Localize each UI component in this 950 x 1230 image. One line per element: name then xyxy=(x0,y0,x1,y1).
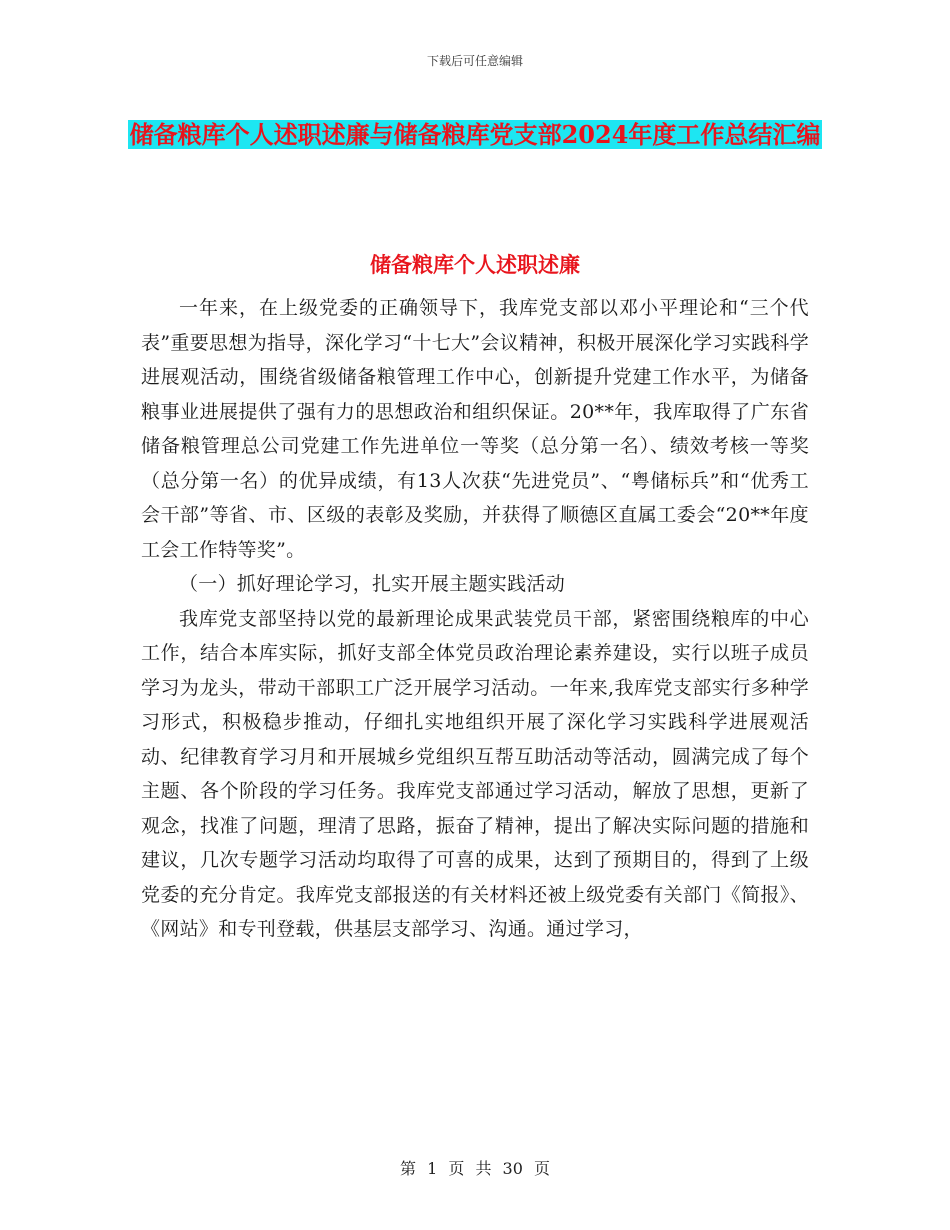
document-title xyxy=(120,112,830,157)
page-number: 第 1 页 共 30 页 xyxy=(400,1159,550,1178)
header-note: 下载后可任意编辑 xyxy=(426,54,523,68)
subheading: （一）抓好理论学习，扎实开展主题实践活动 xyxy=(179,573,566,595)
section-title: 储备粮库个人述职述廉 xyxy=(370,252,580,277)
paragraph: 我库党支部坚持以党的最新理论成果武装党员干部，紧密围绕粮库的中心工作，结合本库实际，抓好支部全体党员政治理论素养建设，实行以班子成员学习为龙头，带动干部职工广泛开展学习活动。一年来,我库党支部实行多种学习形式，积极稳步推动，仔细扎实地组织开展了深化学习实践科学进展观活动、纪律教育学习月和开展城乡党组织互帮互助活动等活动，圆满完成了每个主题、各个阶段的学习任务。我库党支部通过学习活动，解放了思想，更新了观念，找准了问题，理清了思路，振奋了精神，提出了解决实际问题的措施和建议，几次专题学习活动均取得了可喜的成果，达到了预期目的，得到了上级党委的充分肯定。我库党支部报送的有关材料还被上级党委有关部门《简报》、《网站》和专刊登载，供基层支部学习、沟通。通过学习， xyxy=(141,607,809,940)
paragraph: 一年来，在上级党委的正确领导下，我库党支部以邓小平理论和“三个代表”重要思想为指导，深化学习“十七大”会议精神，积极开展深化学习实践科学进展观活动，围绕省级储备粮管理工作中心，创新提升党建工作水平，为储备粮事业进展提供了强有力的思想政治和组织保证。20**年，我库取得了广东省储备粮管理总公司党建工作先进单位一等奖（总分第一名）、绩效考核一等奖（总分第一名）的优异成绩，有13人次获“先进党员”、“粤储标兵”和“优秀工会干部”等省、市、区级的表彰及奖励，并获得了顺德区直属工委会“20**年度工会工作特等奖”。 xyxy=(141,297,809,561)
document-body xyxy=(141,291,809,947)
document-title-text: 储备粮库个人述职述廉与储备粮库党支部2024年度工作总结汇编 xyxy=(129,120,821,149)
